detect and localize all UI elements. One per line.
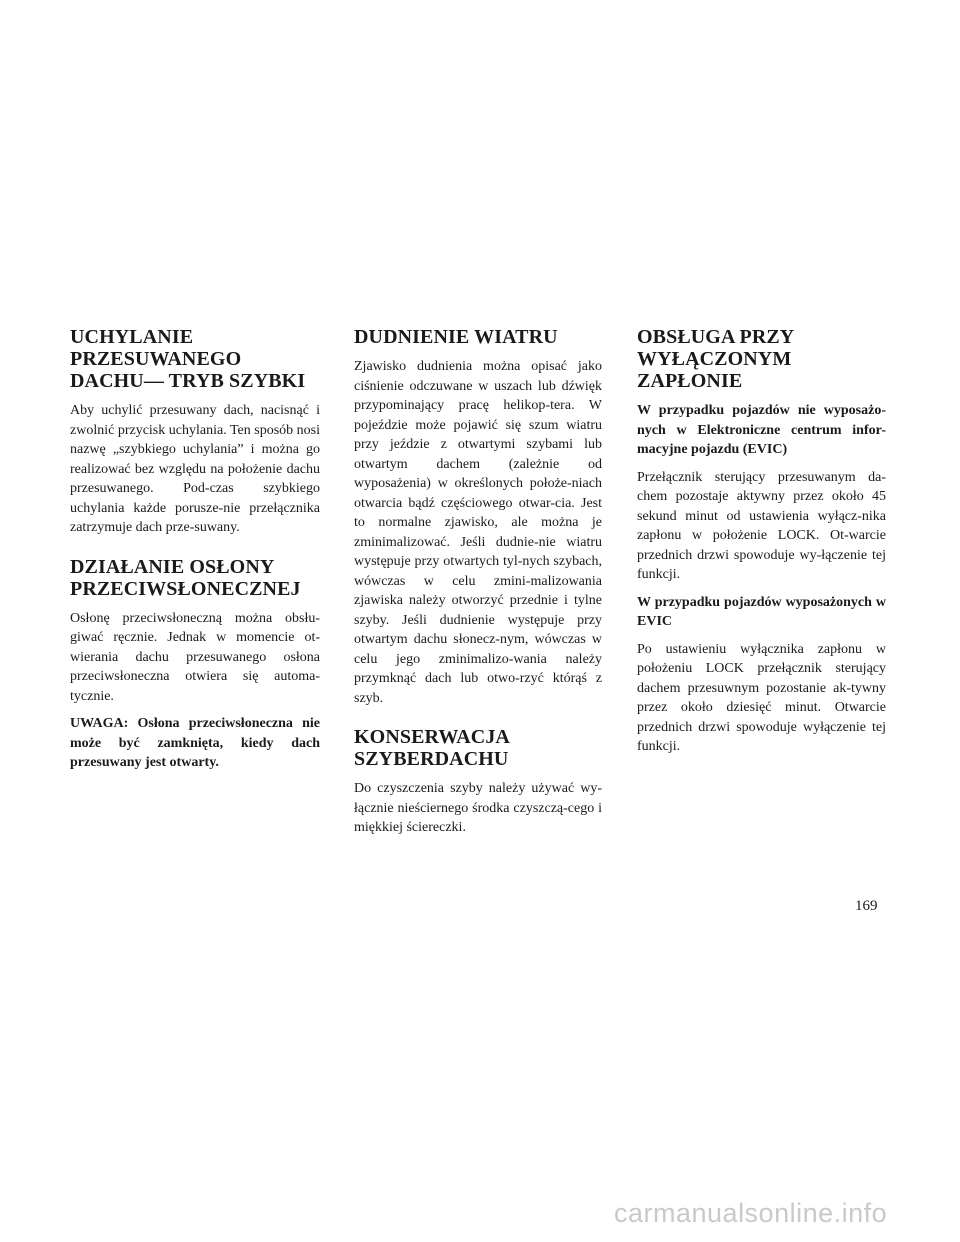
- note-uwaga: UWAGA: Osłona przeciwsłoneczna nie może być zamknięta, kiedy dach przesuwany jest otwarty.: [70, 716, 320, 770]
- heading-line: OBSŁUGA PRZY: [637, 326, 795, 348]
- heading-dudnienie: [354, 326, 602, 348]
- heading-oslona: [70, 556, 320, 600]
- page-number: 169: [855, 898, 878, 914]
- heading-line: KONSERWACJA: [354, 726, 510, 748]
- heading-line: ZAPŁONIE: [637, 370, 743, 392]
- subheading-no-evic: W przypadku pojazdów nie wyposażo-nych w Elektroniczne centrum infor-macyjne pojazdu (EVIC): [637, 403, 886, 457]
- heading-uchylanie: [70, 326, 320, 392]
- paragraph-evic: Po ustawieniu wyłącznika zapłonu w położeniu LOCK przełącznik sterujący dachem przesuwnym pozostanie ak-tywny przez około dziesięć minut. Otwarcie przednich drzwi spowoduje wyłączenie tej funkcji.: [637, 641, 886, 754]
- watermark: carmanualsonline.info: [614, 1198, 888, 1228]
- subheading-evic: W przypadku pojazdów wyposażonych w EVIC: [637, 594, 886, 629]
- heading-line: SZYBERDACHU: [354, 748, 509, 770]
- heading-obsluga: [637, 326, 886, 392]
- paragraph-dudnienie: Zjawisko dudnienia można opisać jako ciśnienie odczuwane w uszach lub dźwięk przypominający pracę helikop-tera. W pojeździe może pojawić się szum wiatru przy jeździe z otwartymi szybami lub otwartym dachem (zależnie od wyposażenia) w określonych położe-niach otwarcia bądź częściowego otwar-cia. Jest to normalne zjawisko, ale można je zminimalizować. Jeśli dudnie-nie wiatru występuje przy otwartych tyl-nych szybach, wówczas w celu zmini-malizowania zjawiska należy otworzyć przednie i tylne szyby. Jeśli dudnienie występuje przy otwartym dachu słonecz-nym, wówczas w celu jego zminimalizo-wania należy przymknąć dach lub otwo-rzyć którąś z szyb.: [354, 359, 602, 706]
- paragraph-uchylanie: Aby uchylić przesuwany dach, nacisnąć i zwolnić przycisk uchylania. Ten sposób nosi nazwę „szybkiego uchylania” i można go realizować bez względu na położenie dachu przesuwanego. Pod-czas szybkiego uchylania każde porusze-nie przełącznika zatrzymuje dach prze-suwany.: [70, 403, 320, 535]
- heading-line: PRZECIWSŁONECZNEJ: [70, 577, 301, 600]
- heading-konserwacja: [354, 726, 602, 770]
- column-left: [70, 326, 320, 781]
- paragraph-oslona: Osłonę przeciwsłoneczną można obsłu-giwać ręcznie. Jednak w momencie ot-wierania dachu przesuwanego osłona przeciwsłoneczna otwiera się automa-tycznie.: [70, 610, 320, 704]
- heading-line: PRZESUWANEGO: [70, 348, 242, 370]
- paragraph-no-evic: Przełącznik sterujący przesuwanym da-chem pozostaje aktywny przez około 45 sekund minut od ustawienia wyłącz-nika zapłonu w położenie LOCK. Ot-warcie przednich drzwi spowoduje wy-łączenie tej funkcji.: [637, 469, 886, 582]
- heading-line: DUDNIENIE WIATRU: [354, 326, 558, 348]
- heading-line: DACHU— TRYB SZYBKI: [70, 370, 306, 392]
- heading-line: WYŁĄCZONYM: [637, 348, 792, 370]
- column-middle: [354, 326, 602, 846]
- paragraph-konserwacja: Do czyszczenia szyby należy używać wy-łącznie nieściernego środka czyszczą-cego i miękkiej ściereczki.: [354, 781, 602, 835]
- column-right: [637, 326, 886, 765]
- heading-line: UCHYLANIE: [70, 326, 194, 348]
- heading-line: DZIAŁANIE OSŁONY: [70, 555, 275, 578]
